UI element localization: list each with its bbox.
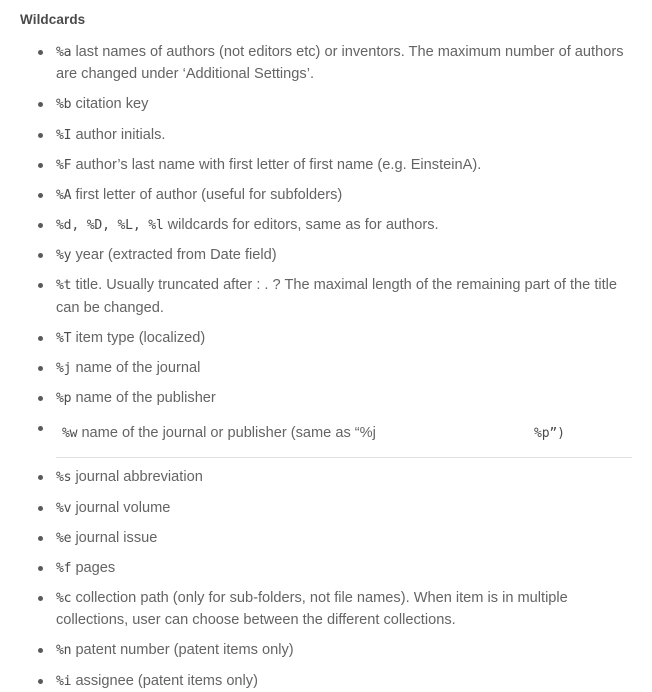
list-item <box>18 124 642 146</box>
wildcard-code: %w <box>62 426 78 442</box>
wildcard-list-primary <box>18 41 642 458</box>
wildcard-code: %y <box>56 248 72 264</box>
list-item <box>18 327 642 349</box>
wildcard-code: %a <box>56 45 72 60</box>
wildcard-code: %I <box>56 127 72 143</box>
list-item <box>18 357 642 379</box>
list-item <box>18 587 642 631</box>
wildcard-description-tail: %p”) <box>534 426 565 442</box>
list-item <box>18 497 642 519</box>
wildcard-description: item type (localized) <box>75 329 206 346</box>
page-title: Wildcards <box>20 12 86 27</box>
wildcard-code: %n <box>56 643 72 659</box>
wildcard-code: %s <box>56 470 72 486</box>
wildcard-description: last names of authors (not editors etc) or inventors. The maximum number of authors are changed under ‘Additional Settings’. <box>56 44 624 83</box>
list-item <box>18 154 642 176</box>
wildcard-description: title. Usually truncated after : . ? The maximal length of the remaining part of the title can be changed. <box>56 277 618 316</box>
list-item <box>18 557 642 579</box>
wildcard-code: %j <box>56 360 72 376</box>
wildcard-description: author’s last name with first letter of first name (e.g. EinsteinA). <box>75 156 482 173</box>
wildcard-code: %i <box>56 673 72 689</box>
wildcard-description: assignee (patent items only) <box>75 672 258 689</box>
wildcard-code: %A <box>56 187 72 203</box>
list-item <box>18 274 642 318</box>
list-item <box>18 466 642 488</box>
wildcard-code: %p <box>56 391 72 407</box>
list-item <box>18 527 642 549</box>
list-item <box>18 244 642 266</box>
wildcard-description: wildcards for editors, same as for authors. <box>167 217 439 234</box>
wildcard-description: name of the journal or publisher (same as “%j <box>81 425 376 442</box>
list-item <box>18 387 642 409</box>
wildcard-description: journal volume <box>75 499 171 516</box>
wildcard-description: name of the journal <box>75 359 201 376</box>
wildcard-description: journal issue <box>75 529 158 546</box>
wildcard-description: journal abbreviation <box>75 469 203 486</box>
wildcard-description: pages <box>75 559 116 576</box>
list-item <box>18 670 642 692</box>
wildcard-code: %d, %D, %L, %l <box>56 218 164 234</box>
list-item <box>18 639 642 661</box>
wildcard-description: name of the publisher <box>75 390 216 407</box>
wildcard-code: %t <box>56 278 72 294</box>
wildcard-description: collection path (only for sub-folders, not file names). When item is in multiple collections, user can choose between the different collections. <box>56 590 568 629</box>
wildcard-code: %v <box>56 500 72 516</box>
list-item-journal-or-publisher <box>18 417 642 458</box>
divider <box>56 457 632 458</box>
wildcard-description: patent number (patent items only) <box>75 642 294 659</box>
list-item <box>18 184 642 206</box>
list-item <box>18 214 642 236</box>
wildcard-code: %T <box>56 330 72 346</box>
wildcard-code: %e <box>56 530 72 546</box>
wildcard-description: citation key <box>75 96 149 113</box>
list-item <box>18 93 642 115</box>
wildcard-code: %F <box>56 157 72 173</box>
wildcard-description: year (extracted from Date field) <box>75 247 277 264</box>
wildcard-code: %c <box>56 591 72 607</box>
wildcard-description: author initials. <box>75 126 166 143</box>
wildcard-code: %b <box>56 97 72 113</box>
wildcard-description: first letter of author (useful for subfolders) <box>75 186 343 203</box>
list-item <box>18 41 642 85</box>
wildcard-code: %f <box>56 560 72 576</box>
wildcard-list-secondary <box>18 466 642 691</box>
